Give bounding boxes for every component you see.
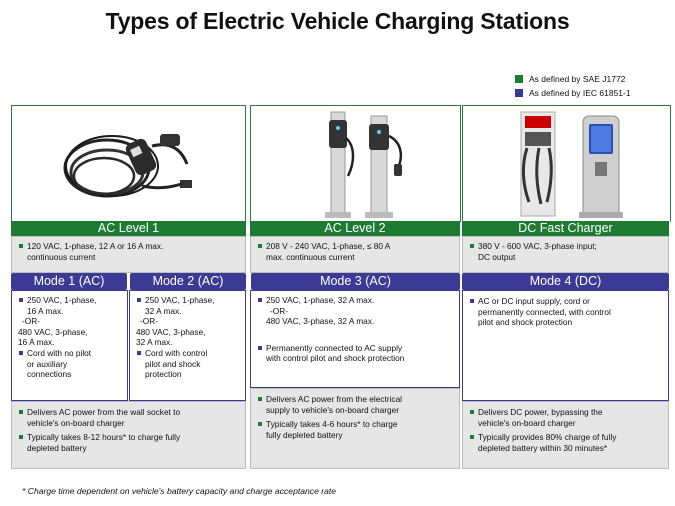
dc-fast-charger-notes [462,401,669,469]
mode-1-header: Mode 1 (AC) [11,273,127,290]
ac1-note-bullet-1 [18,407,239,428]
mode3-line1: 250 VAC, 1-phase, 32 A max. [266,295,375,305]
mode1-voltage-bullet [18,295,123,316]
ac2-spec-line2: max. continuous current [266,251,355,262]
mode4-line3: pilot and shock protection [478,317,573,328]
ac2-note-bullet-1 [257,394,453,415]
mode4-supply-bullet [469,296,662,328]
ac-level-1-spec [11,236,246,273]
ac-level-2-spec [250,236,460,273]
dc-spec-line2: DC output [478,251,516,262]
ac2-note1-line1: Delivers AC power from the electrical [266,394,403,404]
mode1-cord1: Cord with no pilot [27,347,92,358]
footnote: * Charge time dependent on vehicle's battery capacity and charge acceptance rate [22,486,337,496]
mode3-voltage-bullet [257,295,453,327]
mode-2-header: Mode 2 (AC) [130,273,246,290]
ac1-note1-line1: Delivers AC power from the wall socket to [27,407,181,417]
mode1-line2: 16 A max. [27,305,64,316]
dc-fast-charger-image [462,105,671,222]
mode1-cord3: connections [27,369,72,380]
ac2-note-bullet-2 [257,419,453,440]
dc-note2-line1: Typically provides 80% charge of fully [478,432,617,443]
mode-3-header: Mode 3 (AC) [251,273,460,290]
dc-spec-line1: 380 V - 600 VAC, 3-phase input; [478,241,597,251]
ac-level-2-image [250,105,461,222]
mode-4-box [462,290,669,401]
ac1-note-bullet-2 [18,432,239,453]
legend-item-sae [515,74,625,84]
mode3-conn1: Permanently connected to AC supply [266,342,403,353]
dc-spec-bullet [469,241,662,262]
ac1-spec-line1: 120 VAC, 1-phase, 12 A or 16 A max. [27,241,164,251]
mode2-line1: 250 VAC, 1-phase, [145,295,215,305]
ac-level-1-header: AC Level 1 [11,221,246,236]
ac2-note2-line2: fully depleted battery [266,429,343,440]
page-title: Types of Electric Vehicle Charging Stations [105,8,570,34]
ac1-note2-line1: Typically takes 8-12 hours* to charge fully [27,432,181,443]
ac2-spec-bullet [257,241,453,262]
ac-level-1-image [11,105,246,222]
mode1-cord-bullet [18,348,123,380]
ac1-spec-line2: continuous current [27,251,96,262]
ac1-spec-bullet [18,241,239,262]
legend-swatch-green [515,75,523,83]
mode1-line3: 480 VAC, 3-phase, [18,326,88,337]
mode-1-box [11,290,128,401]
ac2-spec-line1: 208 V - 240 VAC, 1-phase, ≤ 80 A [266,241,391,251]
dc-note-bullet-1 [469,407,662,428]
mode3-or: -OR- [270,305,288,316]
mode4-line2: permanently connected, with control [478,306,611,317]
mode2-voltage-bullet [136,295,241,316]
mode2-cord1: Cord with control [145,347,208,358]
legend-label-iec: As defined by IEC 61851-1 [529,88,631,98]
mode2-cord-bullet [136,348,241,380]
mode2-cord2: pilot and shock [145,358,201,369]
ac2-note2-line1: Typically takes 4-6 hours* to charge [266,419,398,430]
dc-note-bullet-2 [469,432,662,453]
ac2-note1-line2: supply to vehicle's on-board charger [266,404,400,415]
mode-2-box [129,290,246,401]
dc-note1-line1: Delivers DC power, bypassing the [478,407,603,417]
dc-fast-charger-spec [462,236,669,273]
legend-label-sae: As defined by SAE J1772 [529,74,626,84]
mode3-conn2: with control pilot and shock protection [266,353,405,364]
mode3-connection-bullet [257,343,453,364]
legend-item-iec [515,88,631,98]
ac-level-1-notes [11,401,246,469]
ac1-note1-line2: vehicle's on-board charger [27,417,125,428]
ac-level-2-notes [250,388,460,469]
dc-note2-line2: depleted battery within 30 minutes* [478,442,608,453]
mode1-line1: 250 VAC, 1-phase, [27,295,97,305]
legend-swatch-blue [515,89,523,97]
mode2-cord3: protection [145,369,182,380]
mode1-cord2: or auxiliary [27,358,68,369]
mode2-line3: 480 VAC, 3-phase, [136,326,206,337]
mode2-or: -OR- [140,316,158,327]
dc-fast-charger-header: DC Fast Charger [462,221,669,236]
mode4-line1: AC or DC input supply, cord or [478,296,590,306]
mode3-line2: 480 VAC, 3-phase, 32 A max. [266,316,375,327]
mode-3-box [250,290,460,388]
mode2-line2: 32 A max. [145,305,182,316]
ac1-note2-line2: depleted battery [27,442,87,453]
mode2-line4: 32 A max. [136,337,173,348]
mode1-line4: 16 A max. [18,337,55,348]
mode1-or: -OR- [22,316,40,327]
ac-level-2-header: AC Level 2 [250,221,460,236]
mode-4-header: Mode 4 (DC) [462,273,669,290]
dc-note1-line2: vehicle's on-board charger [478,417,576,428]
